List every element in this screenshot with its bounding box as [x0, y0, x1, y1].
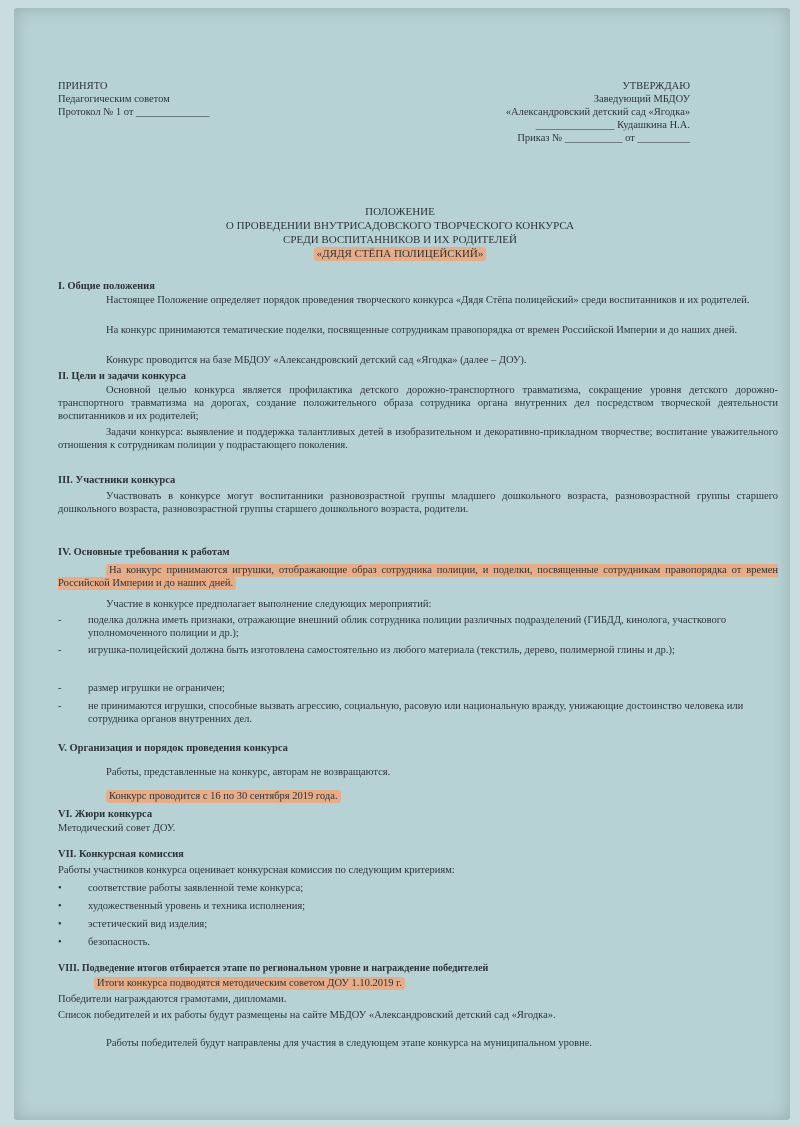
title-line-3: СРЕДИ ВОСПИТАННИКОВ И ИХ РОДИТЕЛЕЙ: [283, 234, 517, 246]
section-3-heading: III. Участники конкурса: [58, 475, 176, 486]
head-signature: _______________ Кудашкина Н.А.: [535, 120, 690, 131]
section-8-p1-wrap: [94, 977, 694, 990]
section-6-p1: Методический совет ДОУ.: [58, 823, 176, 834]
section-8-p4: Работы победителей будут направлены для участия в следующем этапе конкурса на муниципальном уровне.: [106, 1038, 593, 1049]
section-6-heading: VI. Жюри конкурса: [58, 809, 153, 820]
section-1-p2: На конкурс принимаются тематические поделки, посвященные сотрудникам правопорядка от времен Российской Империи и до наших дней.: [106, 325, 738, 336]
section-2-heading: II. Цели и задачи конкурса: [58, 371, 186, 382]
title-line-2: О ПРОВЕДЕНИИ ВНУТРИСАДОВСКОГО ТВОРЧЕСКОГО КОНКУРСА: [225, 220, 575, 232]
section-7-heading: VII. Конкурсная комиссия: [58, 849, 184, 860]
section-4-p1: [58, 564, 778, 590]
approved-by: Педагогическим советом: [58, 94, 170, 105]
confirm-label: УТВЕРЖДАЮ: [622, 81, 690, 92]
approved-label: ПРИНЯТО: [58, 81, 108, 92]
section-3-p1: Участвовать в конкурсе могут воспитанники разновозрастной группы младшего дошкольного возраста, разновозрастной группы старшего дошкольного возраста, разновозрастной группы старшего дошкольного возраста, родители.: [58, 491, 778, 515]
section-2-p2: Задачи конкурса: выявление и поддержка талантливых детей в изобразительном и декоративно-прикладном творчестве; воспитание уважительного отношения к сотрудникам полиции у подрастающего поколения.: [58, 427, 778, 451]
document-title: [150, 205, 650, 261]
section-5-heading: V. Организация и порядок проведения конкурса: [58, 743, 288, 754]
section-5-p2-wrap: [106, 790, 506, 803]
section-5-p1: Работы, представленные на конкурс, авторам не возвращаются.: [106, 767, 391, 778]
head-position: Заведующий МБДОУ: [593, 94, 690, 105]
section-2-p1: Основной целью конкурса является профилактика детского дорожно-транспортного травматизма, сокращение уровня детского дорожно-транспортного травматизма на дорогах, создание положительного образа сотрудника органа внутренних дел посредством творческой деятельности воспитанников и их родителей;: [58, 385, 778, 422]
section-1-p1: Настоящее Положение определяет порядок проведения творческого конкурса «Дядя Стёпа полицейский» среди воспитанников и их родителей.: [106, 295, 750, 306]
section-8-heading: VIII. Подведение итогов отбирается этапе по региональном уровне и награждение победителей: [58, 963, 489, 974]
title-line-1: ПОЛОЖЕНИЕ: [365, 206, 435, 218]
section-7-p1: Работы участников конкурса оценивает конкурсная комиссия по следующим критериям:: [58, 865, 455, 876]
institution-name: «Александровский детский сад «Ягодка»: [505, 107, 690, 118]
order-line: Приказ № ___________ от __________: [517, 133, 690, 144]
section-8-p3: Список победителей и их работы будут размещены на сайте МБДОУ «Александровский детский сад «Ягодка».: [58, 1010, 556, 1021]
section-1-p3: Конкурс проводится на базе МБДОУ «Александровский детский сад «Ягодка» (далее – ДОУ).: [106, 355, 527, 366]
section-8-p2: Победители награждаются грамотами, дипломами.: [58, 994, 287, 1005]
section-5-highlight: Конкурс проводится с 16 по 30 сентября 2019 года.: [106, 790, 341, 803]
section-4-p2: Участие в конкурсе предполагает выполнение следующих мероприятий:: [106, 599, 432, 610]
document: ПРИНЯТО Педагогическим советом Протокол № 1 от ______________ УТВЕРЖДАЮ Заведующий МБДОУ «Александровский детский сад «Ягодка» _______________ Кудашкина Н.А. Приказ № ___________ от __________ ПОЛОЖЕНИЕ О ПРОВЕДЕНИИ ВНУТРИСАДОВСКОГО ТВОРЧЕСКОГО КОНКУРСА СРЕДИ ВОСПИТАННИКОВ И ИХ РОДИТЕЛЕЙ «ДЯДЯ СТЁПА ПОЛИЦЕЙСКИЙ» I. Общие положения Настоящее Положение определяет порядок проведения творческого конкурса «Дядя Стёпа полицейский» среди воспитанников и их родителей. На конкурс принимаются тематические поделки, посвященные сотрудникам правопорядка от времен Российской Империи и до наших дней. Конкурс проводится на базе МБДОУ «Александровский детский сад «Ягодка» (далее – ДОУ). II. Цели и задачи конкурса Основной целью конкурса является профилактика детского дорожно-транспортного травматизма, сокращение уровня детского дорожно-транспортного травматизма на дорогах, создание положительного образа сотрудника органа внутренних дел посредством творческой деятельности воспитанников и их родителей; Задачи конкурса: выявление и поддержка талантливых детей в изобразительном и декоративно-прикладном творчестве; воспитание уважительного отношения к сотрудникам полиции у подрастающего поколения. III. Участники конкурса Участвовать в конкурсе могут воспитанники разновозрастной группы младшего дошкольного возраста, разновозрастной группы старшего дошкольного возраста, разновозрастной группы старшего дошкольного возраста, родители. IV. Основные требования к работам На конкурс принимаются игрушки, отображающие образ сотрудника полиции, и поделки, посвященные сотрудникам правопорядка от времен Российской Империи и до наших дней. Участие в конкурсе предполагает выполнение следующих мероприятий: - поделка должна иметь признаки, отражающие внешний облик сотрудника полиции различных подразделений (ГИБДД, кинолога, участкового уполномоченного полиции и др.); - игрушка-полицейский должна быть изготовлена самостоятельно из любого материала (текстиль, дерево, полимерной глины и др.); - размер игрушки не ограничен; - не принимаются игрушки, способные вызвать агрессию, социальную, расовую или национальную вражду, унижающие достоинство человека или сотрудника органов внутренних дел. V. Организация и порядок проведения конкурса Работы, представленные на конкурс, авторам не возвращаются. Конкурс проводится с 16 по 30 сентября 2019 года. VI. Жюри конкурса Методический совет ДОУ. VII. Конкурсная комиссия Работы участников конкурса оценивает конкурсная комиссия по следующим критериям: • соответствие работы заявленной теме конкурса; • художественный уровень и техника исполнения; • эстетический вид изделия; • безопасность. VIII. Подведение итогов отбирается этапе по региональном уровне и награждение победителей Итоги конкурса подводятся методическим советом ДОУ 1.10.2019 г. Победители награждаются грамотами, дипломами. Список победителей и их работы будут размещены на сайте МБДОУ «Александровский детский сад «Ягодка». Работы победителей будут направлены для участия в следующем этапе конкурса на муниципальном уровне.: [58, 81, 778, 1049]
section-4-highlight: На конкурс принимаются игрушки, отображающие образ сотрудника полиции, и поделки, посвященные сотрудникам правопорядка от времен Российской Империи и до наших дней.: [58, 565, 778, 589]
protocol-line: Протокол № 1 от ______________: [58, 107, 210, 118]
title-contest-name: «ДЯДЯ СТЁПА ПОЛИЦЕЙСКИЙ»: [314, 247, 487, 261]
section-4-heading: IV. Основные требования к работам: [58, 547, 230, 558]
section-8-highlight: Итоги конкурса подводятся методическим советом ДОУ 1.10.2019 г.: [94, 977, 405, 990]
confirm-block: [440, 80, 690, 145]
approval-block: [58, 80, 210, 119]
section-1-heading: I. Общие положения: [58, 281, 155, 292]
